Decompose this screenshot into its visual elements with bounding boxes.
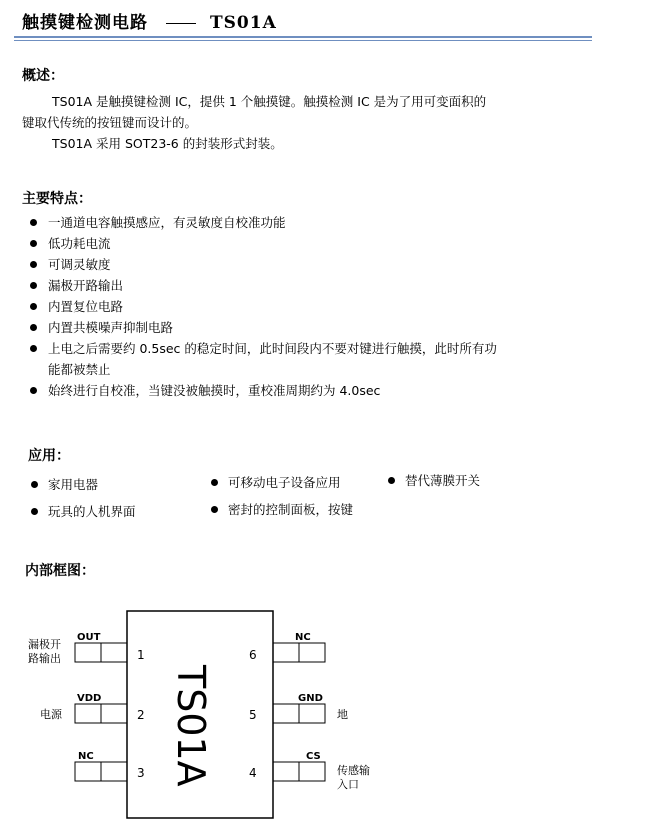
pin-2 [40, 693, 145, 723]
applications-heading: 应用： [28, 448, 70, 464]
pin-5 [249, 693, 348, 723]
feature-item: 可调灵敏度 [30, 254, 497, 275]
pin-number: 4 [249, 766, 257, 780]
overview-para2: TS01A 采用 SOT23-6 的封装形式封装。 [52, 136, 283, 151]
pin-name-out: OUT [77, 632, 101, 643]
pin-number: 2 [137, 708, 145, 722]
pin-number: 1 [137, 648, 145, 662]
pin-2-desc: 电源 [40, 708, 62, 721]
pin-number: 3 [137, 766, 145, 780]
pin-name-vdd: VDD [77, 693, 102, 704]
feature-item-7-line1: 上电之后需要约 0.5sec 的稳定时间，此时间段内不要对键进行触摸，此时所有功 [48, 341, 497, 356]
pin-6 [249, 632, 325, 662]
pin-4-desc-line2: 入口 [337, 778, 359, 791]
pin-3 [75, 751, 145, 781]
pin-name-gnd: GND [298, 693, 323, 704]
application-item: 家用电器 [48, 477, 99, 492]
feature-item-7-line2: 能都被禁止 [48, 362, 111, 377]
block-diagram-heading: 内部框图： [25, 563, 95, 579]
title-chinese: 触摸键检测电路 [22, 13, 148, 33]
overview-para1-line2: 键取代传统的按钮键而设计的。 [22, 115, 198, 130]
application-item: 玩具的人机界面 [48, 504, 136, 519]
pin-4-desc-line1: 传感输 [337, 764, 370, 777]
pin-5-desc: 地 [337, 708, 348, 721]
feature-item: 始终进行自校准，当键没被触摸时，重校准周期约为 4.0sec [30, 380, 497, 401]
features-heading: 主要特点： [22, 191, 92, 207]
pin-1-desc-line2: 路输出 [28, 652, 61, 665]
feature-item: 漏极开路输出 [30, 275, 497, 296]
pin-name-nc: NC [78, 751, 94, 762]
feature-item: 内置共模噪声抑制电路 [30, 317, 497, 338]
chip-label: TS01A [169, 665, 213, 787]
title-part-number: TS01A [210, 13, 277, 33]
pin-number: 6 [249, 648, 257, 662]
feature-item: 内置复位电路 [30, 296, 497, 317]
application-item: 替代薄膜开关 [405, 473, 481, 488]
application-item: 可移动电子设备应用 [228, 475, 341, 490]
feature-item: 低功耗电流 [30, 233, 497, 254]
pin-name-cs: CS [306, 751, 321, 762]
feature-item: 一通道电容触摸感应，有灵敏度自校准功能 [30, 212, 497, 233]
overview-heading: 概述： [22, 68, 64, 84]
pin-name-nc: NC [295, 632, 311, 643]
pin-number: 5 [249, 708, 257, 722]
overview-para1-line1: TS01A 是触摸键检测 IC，提供 1 个触摸键。触摸检测 IC 是为了用可变面积的 [52, 94, 487, 109]
pin-1-desc-line1: 漏极开 [28, 638, 61, 651]
pin-4 [249, 751, 370, 791]
application-item: 密封的控制面板，按键 [228, 502, 354, 517]
